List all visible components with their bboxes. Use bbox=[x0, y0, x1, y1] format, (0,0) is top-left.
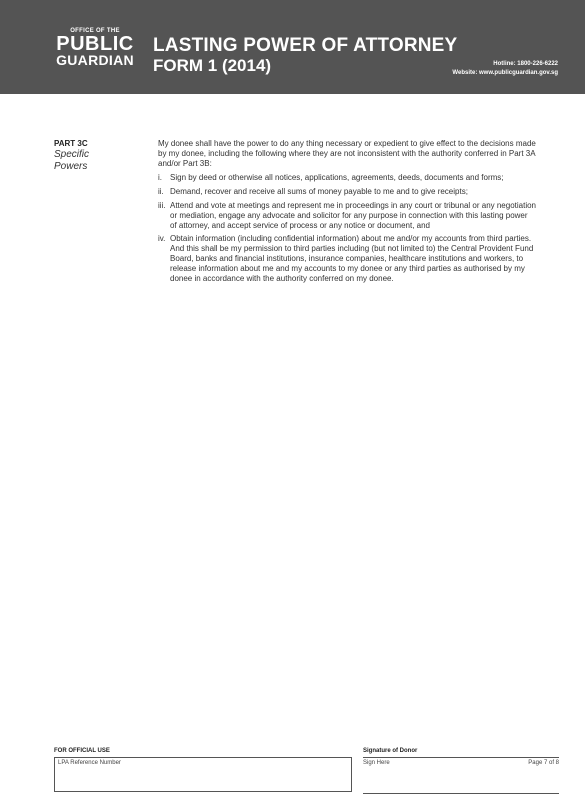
logo-line-2: PUBLIC bbox=[56, 33, 134, 55]
signature-line[interactable] bbox=[363, 766, 559, 794]
list-item-text: Obtain information (including confidential information) about me and/or my accounts from third parties. And this shall be my permission to third parties including (but not limited to) the Central Provident Fund Board, banks and financial institutions, insurance companies, healthcare institutions and workers, to release information about me and my accounts to my donee or any third parties as authorised by my donee in accordance with the authority conferred on my donee. bbox=[170, 234, 534, 283]
list-item bbox=[158, 201, 536, 230]
list-item-number: i. bbox=[158, 173, 162, 183]
list-item bbox=[158, 187, 536, 197]
list-item-number: iv. bbox=[158, 234, 166, 244]
part-content bbox=[158, 139, 536, 287]
part-code: PART 3C bbox=[54, 139, 88, 148]
website-text: Website: www.publicguardian.gov.sg bbox=[452, 70, 558, 76]
logo-line-1: OFFICE OF THE bbox=[70, 28, 120, 34]
part-heading bbox=[54, 139, 134, 173]
list-item-text: Attend and vote at meetings and represent me in proceedings in any court or tribunal or any negotiation or mediation, engage any advocate and solicitor for any purpose in connection with this lasting power of attorney, and accept service of process or any notice or document, and bbox=[170, 200, 537, 230]
opg-logo bbox=[56, 28, 134, 67]
form-title-line-1: LASTING POWER OF ATTORNEY bbox=[153, 35, 458, 56]
intro-paragraph: My donee shall have the power to do any thing necessary or expedient to give effect to the decisions made by my donee, including the following where they are not inconsistent with the authority conferred in Part 3A and/or Part 3B: bbox=[158, 139, 536, 168]
list-item bbox=[158, 234, 536, 283]
form-title-line-2: FORM 1 (2014) bbox=[153, 56, 272, 75]
official-use-section bbox=[54, 748, 352, 792]
page-number: Page 7 of 8 bbox=[528, 760, 559, 766]
list-item-text: Demand, recover and receive all sums of money payable to me and to give receipts; bbox=[170, 187, 468, 197]
donor-signature-section bbox=[363, 748, 559, 794]
list-item-text: Sign by deed or otherwise all notices, applications, agreements, deeds, documents and forms; bbox=[170, 173, 504, 183]
form-header bbox=[0, 0, 585, 94]
form-title bbox=[153, 36, 457, 76]
logo-line-3: GUARDIAN bbox=[56, 52, 134, 68]
list-item-number: ii. bbox=[158, 187, 164, 197]
list-item bbox=[158, 173, 536, 183]
official-use-label: FOR OFFICIAL USE bbox=[54, 748, 110, 754]
sign-here-label: Sign Here bbox=[363, 760, 390, 766]
lpa-reference-field[interactable] bbox=[54, 757, 352, 792]
part-name: Specific Powers bbox=[54, 149, 90, 172]
signature-label: Signature of Donor bbox=[363, 748, 418, 754]
list-item-number: iii. bbox=[158, 200, 166, 210]
power-list bbox=[158, 173, 536, 283]
hotline-text: Hotline: 1800-226-6222 bbox=[493, 61, 558, 67]
lpa-reference-label: LPA Reference Number bbox=[58, 760, 121, 766]
contact-info bbox=[452, 60, 558, 78]
signature-row bbox=[363, 757, 559, 766]
